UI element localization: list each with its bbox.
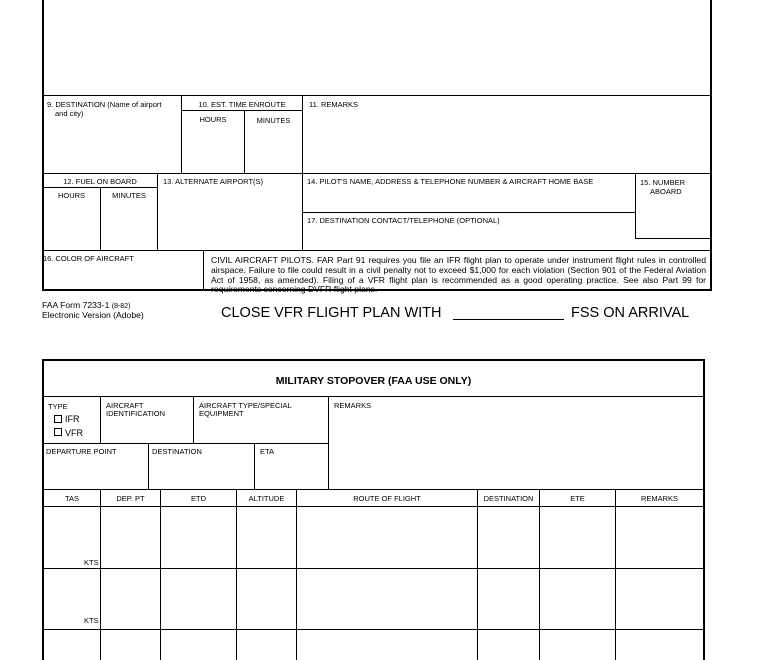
close-vfr-text: CLOSE VFR FLIGHT PLAN WITH [221, 305, 442, 321]
remarks-label: 11. REMARKS [309, 100, 359, 109]
ifr-checkbox[interactable] [54, 415, 62, 423]
electronic-version: Electronic Version (Adobe) [42, 310, 144, 320]
enroute-hours-label: HOURS [199, 115, 227, 124]
type-label: TYPE [48, 402, 68, 411]
fuel-hours-label: HOURS [57, 191, 86, 200]
destination-contact-label: 17. DESTINATION CONTACT/TELEPHONE (OPTIONAL) [307, 216, 500, 225]
aircraft-id-label-cont: IDENTIFICATION [106, 409, 166, 418]
aircraft-id-label: AIRCRAFT [106, 401, 144, 410]
pilot-info-label: 14. PILOT'S NAME, ADDRESS & TELEPHONE NUMBER & AIRCRAFT HOME BASE [307, 177, 594, 186]
ifr-label: IFR [65, 414, 80, 424]
aircraft-type-label-cont: EQUIPMENT [199, 409, 244, 418]
fss-blank-line[interactable] [453, 319, 564, 320]
col-tas: TAS [64, 494, 80, 503]
civil-pilots-notice: CIVIL AIRCRAFT PILOTS. FAR Part 91 requires you file an IFR flight plan to operate under instrument flight rules in controlled airspace. Failure to file could result in a civil penalty not to exceed $1,000 for each violation (Section 901 of the Federal Aviation Act of 1958, as amended). Filing of a VFR flight plan is recommended as a good operating practice. See also Part 99 for requirements concerning DVFR flight plans. [211, 255, 706, 295]
col-etd: ETD [191, 494, 206, 503]
military-stopover-title: MILITARY STOPOVER (FAA USE ONLY) [275, 375, 472, 387]
fss-on-arrival-text: FSS ON ARRIVAL [571, 305, 690, 321]
military-remarks-label: REMARKS [334, 401, 372, 410]
eta-label: ETA [260, 447, 275, 456]
vfr-label: VFR [65, 428, 83, 438]
departure-point-label: DEPARTURE POINT [46, 447, 117, 456]
fuel-on-board-label: 12. FUEL ON BOARD [63, 177, 137, 186]
col-altitude: ALTITUDE [248, 494, 285, 503]
form-number: FAA Form 7233-1 [42, 300, 110, 310]
destination-label-cont: and city) [55, 109, 84, 118]
row2-kts: KTS [84, 616, 99, 625]
col-route-of-flight: ROUTE OF FLIGHT [353, 494, 421, 503]
col-destination: DESTINATION [483, 494, 534, 503]
enroute-minutes-label: MINUTES [256, 116, 291, 125]
destination-label-mil: DESTINATION [152, 447, 202, 456]
aircraft-type-label: AIRCRAFT TYPE/SPECIAL [199, 401, 292, 410]
row1-kts: KTS [84, 558, 99, 567]
col-remarks: REMARKS [640, 494, 679, 503]
destination-label: 9. DESTINATION (Name of airport [47, 100, 162, 109]
col-ete: ETE [570, 494, 585, 503]
aboard-label: ABOARD [650, 187, 682, 196]
number-label: 15. NUMBER [640, 178, 686, 187]
vfr-checkbox[interactable] [54, 428, 62, 436]
fuel-minutes-label: MINUTES [112, 191, 146, 200]
est-time-enroute-label: 10. EST. TIME ENROUTE [198, 100, 286, 109]
col-dep-pt: DEP. PT [116, 494, 145, 503]
color-of-aircraft-label: 16. COLOR OF AIRCRAFT [43, 254, 134, 263]
alternate-airport-label: 13. ALTERNATE AIRPORT(S) [163, 177, 264, 186]
form-date: (8-82) [111, 303, 131, 310]
